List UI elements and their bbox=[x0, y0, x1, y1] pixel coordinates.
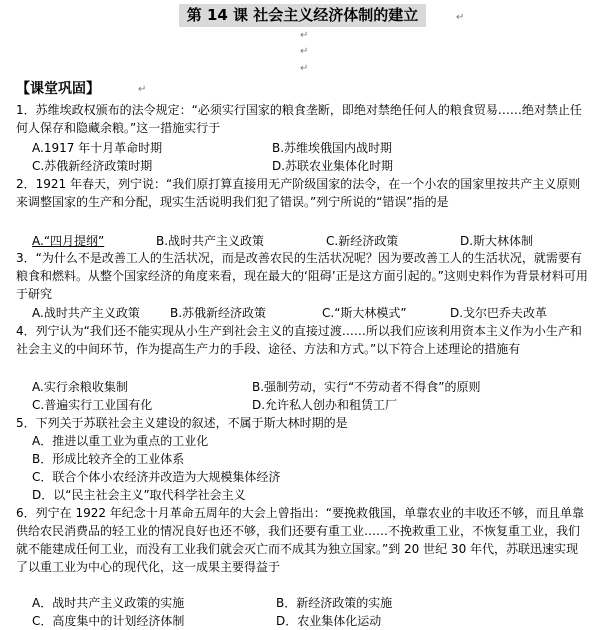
question-3-option-a: A.战时共产主义政策 bbox=[32, 306, 140, 320]
question-1-option-c: C.苏俄新经济政策时期 bbox=[32, 159, 153, 173]
question-5-option-c: C．联合个体小农经济并改造为大规模集体经济 bbox=[32, 470, 281, 484]
question-6-option-c: C．高度集中的计划经济体制 bbox=[32, 614, 185, 628]
paragraph-mark: ↵ bbox=[300, 46, 309, 57]
question-2-option-c: C.新经济政策 bbox=[326, 234, 399, 248]
section-label: 【课堂巩固】 bbox=[16, 81, 100, 97]
question-6-stem: 6．列宁在 1922 年纪念十月革命五周年的大会上曾指出：“要挽救俄国，单靠农业的丰收还不够，而且单靠供给农民消费品的轻工业的情况良好也还不够，我们还要有重工业……不挽救重工业，不恢复重工业，我们就不能建成任何工业，而没有工业我们就会灭亡而不成其为独立国家。”到 20 世纪 30 年代，苏联迅速实现了以重工业为中心的现代化，这一成果主要得益于 bbox=[16, 506, 585, 574]
question-2-option-b: B.战时共产主义政策 bbox=[156, 234, 265, 248]
question-6-option-b: B．新经济政策的实施 bbox=[276, 596, 393, 610]
question-4-stem: 4．列宁认为“我们还不能实现从小生产到社会主义的直接过渡……所以我们应该利用资本主义作为小生产和社会主义的中间环节，作为提高生产力的手段、途径、方法和方式。”以下符合上述理论的措施有 bbox=[16, 324, 582, 356]
question-6-option-a: A．战时共产主义政策的实施 bbox=[32, 596, 185, 610]
question-2-option-a: A.“四月提纲” bbox=[32, 234, 105, 248]
page-title: 第 14 课 社会主义经济体制的建立 bbox=[179, 4, 427, 27]
question-5-option-a: A．推进以重工业为重点的工业化 bbox=[32, 434, 209, 448]
paragraph-mark: ↵ bbox=[300, 30, 309, 41]
question-4-option-c: C.普遍实行工业国有化 bbox=[32, 398, 153, 412]
question-5-option-d: D．以“民主社会主义”取代科学社会主义 bbox=[32, 488, 246, 502]
question-2-stem: 2．1921 年春天，列宁说：“我们原打算直接用无产阶级国家的法令，在一个小农的国家里按共产主义原则来调整国家的生产和分配，现实生活说明我们犯了错误。”列宁所说的“错误”指的是 bbox=[16, 177, 581, 209]
question-4-option-b: B.强制劳动，实行“不劳动者不得食”的原则 bbox=[252, 380, 481, 394]
question-6-option-d: D．农业集体化运动 bbox=[276, 614, 382, 628]
question-1-option-b: B.苏维埃俄国内战时期 bbox=[272, 141, 393, 155]
question-3-option-d: D.戈尔巴乔夫改革 bbox=[450, 306, 548, 320]
question-5-stem: 5．下列关于苏联社会主义建设的叙述，不属于斯大林时期的是 bbox=[16, 416, 348, 430]
question-3-option-b: B.苏俄新经济政策 bbox=[170, 306, 267, 320]
question-5-option-b: B．形成比较齐全的工业体系 bbox=[32, 452, 185, 466]
question-1-option-d: D.苏联农业集体化时期 bbox=[272, 159, 394, 173]
question-1-option-a: A.1917 年十月革命时期 bbox=[32, 141, 163, 155]
paragraph-mark: ↵ bbox=[300, 63, 309, 74]
question-1-stem: 1．苏维埃政权颁布的法令规定：“必须实行国家的粮食垄断，即绝对禁绝任何人的粮食贸易……绝对禁止任何人保存和隐藏余粮。”这一措施实行于 bbox=[16, 103, 582, 135]
question-4-option-d: D.允许私人创办和租赁工厂 bbox=[252, 398, 398, 412]
question-3-option-c: C.“斯大林模式” bbox=[322, 306, 407, 320]
question-3-stem: 3．“为什么不是改善工人的生活状况，而是改善农民的生活状况呢？因为要改善工人的生活状况，就需要有粮食和燃料。从整个国家经济的角度来看，现在最大的‘阻碍’正是这方面引起的。”这则史料作为背景材料可用于研究 bbox=[16, 251, 588, 301]
paragraph-mark: ↵ bbox=[138, 84, 147, 95]
question-2-option-d: D.斯大林体制 bbox=[460, 234, 534, 248]
title-wrap bbox=[0, 4, 605, 27]
paragraph-mark: ↵ bbox=[456, 12, 465, 23]
question-4-option-a: A.实行余粮收集制 bbox=[32, 380, 128, 394]
